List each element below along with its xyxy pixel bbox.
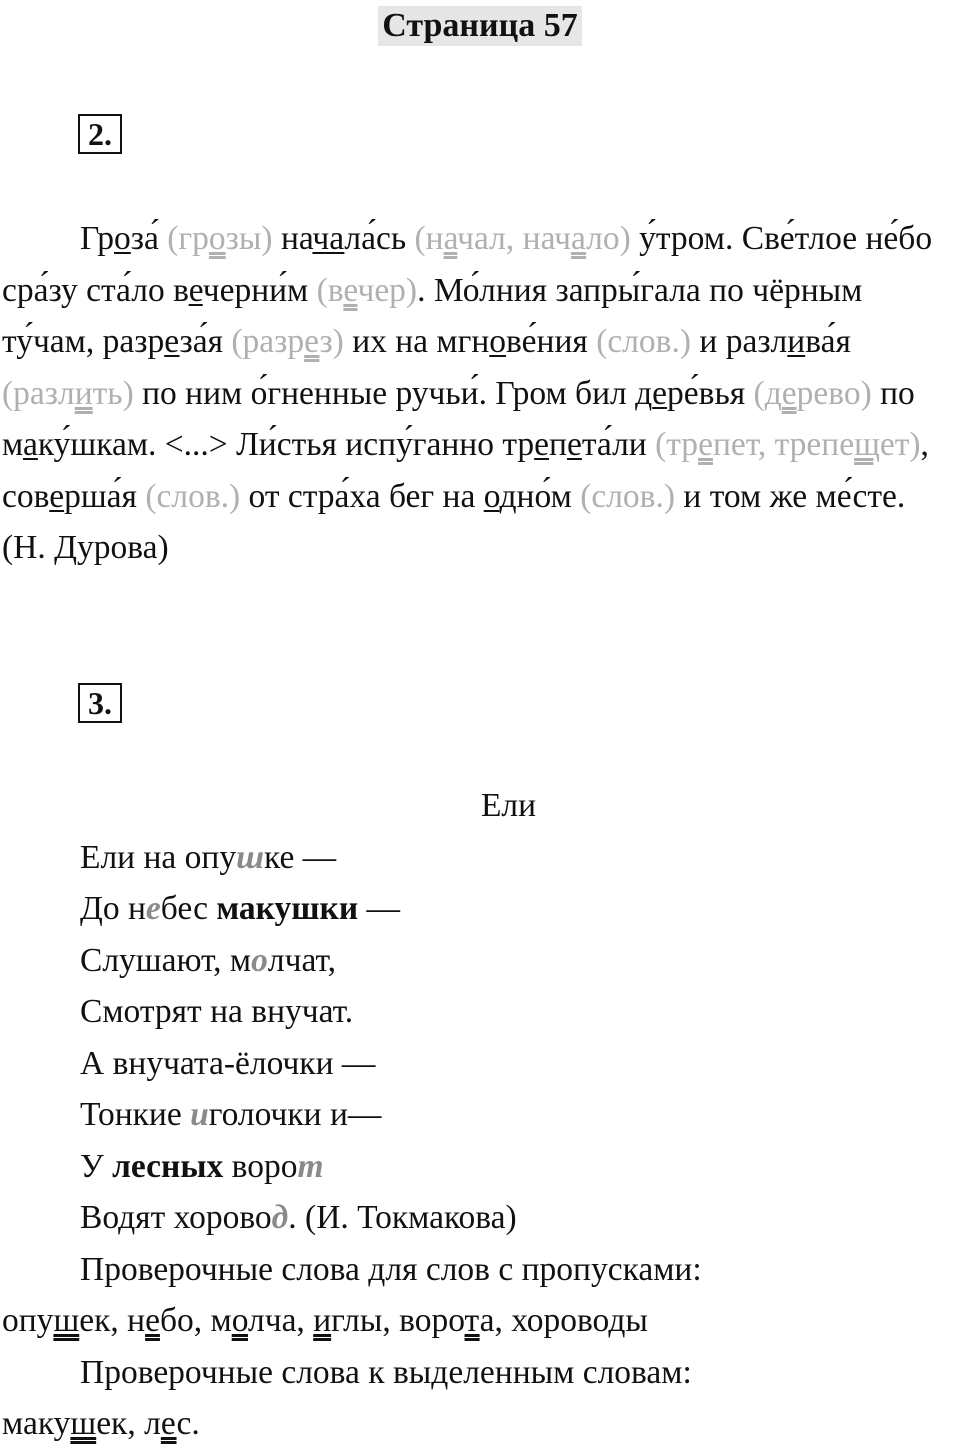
text-segment: т — [464, 1302, 480, 1339]
task-3-number: 3. — [78, 683, 122, 723]
text-segment: голочки и— — [208, 1096, 382, 1133]
text-segment: е — [781, 374, 797, 412]
text-segment: е — [534, 426, 550, 463]
text-segment: за́ — [130, 220, 168, 257]
text-segment: макушки — [216, 890, 359, 927]
text-segment: за́я — [179, 323, 232, 360]
text-segment: . Мо́лния запры́гала по чёрным ту́чам, разр — [2, 271, 863, 360]
poem-line — [2, 1038, 957, 1090]
text-segment: е — [49, 477, 65, 515]
text-segment: ть) — [92, 374, 134, 412]
text-segment: До н — [80, 890, 146, 927]
text-segment: ет) — [879, 426, 921, 463]
text-segment: (в — [316, 271, 344, 309]
text-segment: У — [80, 1147, 113, 1185]
text-segment: — — [358, 890, 401, 927]
text-segment: рша́я — [64, 477, 146, 515]
text-segment: и — [74, 374, 93, 412]
text-segment: А внучата-ёлочки — — [80, 1044, 376, 1082]
text-segment: та́ли — [581, 426, 656, 463]
text-segment: с. — [176, 1405, 200, 1442]
text-segment: и том же ме́сте. (Н. Дурова) — [2, 477, 906, 566]
text-segment: з) — [319, 323, 344, 360]
poem — [2, 832, 957, 1244]
text-segment: по ним о́гненные ручьи́. Гром бил д — [133, 374, 653, 412]
text-segment: е — [160, 1405, 177, 1442]
text-segment: а — [570, 220, 587, 257]
poem-line — [2, 832, 957, 884]
text-segment: е — [145, 1302, 160, 1339]
text-segment: черни́м — [202, 271, 317, 309]
text-segment: (слов.) — [580, 477, 676, 515]
text-segment: щ — [854, 426, 880, 463]
page-title-label: Страница 57 — [378, 6, 581, 46]
text-segment: ш — [70, 1405, 97, 1442]
text-segment: е — [145, 890, 161, 927]
text-segment: по м — [2, 374, 915, 463]
text-segment: ку́шкам. <...> Ли́стья испу́ганно тр — [37, 426, 535, 463]
text-segment: Тонкие — [80, 1096, 191, 1133]
text-segment: и — [787, 323, 806, 360]
text-segment: (гр — [167, 220, 209, 257]
check-words-1 — [2, 1295, 957, 1347]
text-segment: ке — — [264, 838, 337, 876]
task-2-paragraph — [2, 213, 957, 574]
text-segment: и — [313, 1302, 332, 1339]
text-segment: д — [608, 1302, 626, 1339]
text-segment: (разр — [231, 323, 305, 360]
check-words-heading-1: Проверочные слова для слов с пропусками: — [80, 1250, 702, 1288]
text-segment: бес — [160, 890, 217, 927]
text-segment: (слов.) — [596, 323, 692, 360]
text-segment: о — [114, 220, 131, 257]
text-segment: ш — [236, 838, 264, 876]
text-segment: Смотрят на внучат. — [80, 993, 354, 1030]
text-segment: их на мгн — [343, 323, 490, 360]
text-segment: а — [22, 426, 38, 463]
poem-line — [2, 1089, 957, 1141]
text-segment: е — [164, 323, 180, 360]
poem-line — [2, 986, 957, 1038]
text-segment: на — [272, 220, 313, 257]
text-segment: а, хорово — [479, 1302, 609, 1339]
text-segment: е — [304, 323, 320, 360]
text-segment: Водят хорово — [80, 1199, 272, 1236]
text-segment: у́тром. Све́тлое не́бо сра́зу ста́ло в — [2, 220, 933, 309]
task-2-text — [2, 213, 957, 574]
text-segment: ча — [312, 220, 345, 257]
text-segment: (д — [753, 374, 782, 412]
text-segment: от стра́ха бег на — [240, 477, 484, 515]
text-segment: о — [483, 477, 500, 515]
page-title — [0, 6, 960, 46]
text-segment: е — [343, 271, 358, 309]
text-segment: ва́я — [805, 323, 851, 360]
text-segment: лесных — [112, 1147, 224, 1185]
text-segment: п — [549, 426, 567, 463]
text-segment: о — [208, 220, 226, 257]
text-segment: зы) — [225, 220, 273, 257]
text-segment: д — [271, 1199, 289, 1236]
text-segment: глы, воро — [331, 1302, 465, 1339]
text-segment: воро — [223, 1147, 298, 1185]
text-segment: ы — [625, 1302, 648, 1339]
text-segment: дно́м — [499, 477, 581, 515]
text-segment: е — [188, 271, 203, 309]
text-segment: (разл — [2, 374, 75, 412]
text-segment: чал, нач — [457, 220, 571, 257]
text-segment: . (И. Токмакова) — [288, 1199, 517, 1236]
text-segment: е — [698, 426, 713, 463]
text-segment: ла́сь — [344, 220, 415, 257]
poem-line — [2, 1192, 957, 1244]
text-segment: ек, н — [79, 1302, 146, 1339]
text-segment: лчат, — [267, 941, 336, 979]
text-segment: (слов.) — [145, 477, 241, 515]
task-2-number: 2. — [78, 114, 122, 154]
text-segment: , сов — [2, 426, 929, 515]
poem-line — [2, 1141, 957, 1193]
check-words-2 — [2, 1398, 957, 1450]
check-words-heading-2: Проверочные слова к выделенным словам: — [80, 1353, 692, 1391]
text-segment: и разл — [691, 323, 788, 360]
text-segment: бо, м — [159, 1302, 232, 1339]
task-3-text — [2, 780, 957, 1450]
text-segment: чер) — [357, 271, 418, 309]
text-segment: ек, л — [96, 1405, 161, 1442]
text-segment: (н — [414, 220, 444, 257]
text-segment: о — [231, 1302, 248, 1339]
poem-line — [2, 883, 957, 935]
text-segment: ш — [53, 1302, 80, 1339]
text-segment: опу — [2, 1302, 54, 1339]
text-segment: ло) — [586, 220, 631, 257]
poem-title: Ели — [480, 787, 537, 824]
text-segment: е — [566, 426, 582, 463]
text-segment: о — [489, 323, 507, 360]
text-segment: Слушают, м — [80, 941, 252, 979]
text-segment: о — [251, 941, 268, 979]
text-segment: Ели на опу — [80, 838, 237, 876]
text-segment: лча, — [248, 1302, 314, 1339]
text-segment: маку — [2, 1405, 71, 1442]
text-segment: рево) — [796, 374, 872, 412]
text-segment: а — [443, 220, 458, 257]
text-segment: и — [190, 1096, 209, 1133]
text-segment: Гр — [80, 220, 115, 257]
text-segment: т — [297, 1147, 324, 1185]
poem-line — [2, 935, 957, 987]
text-segment: ре́вья — [667, 374, 754, 412]
text-segment: ве́ния — [506, 323, 597, 360]
text-segment: пет, трепе — [712, 426, 855, 463]
text-segment: (тр — [655, 426, 699, 463]
text-segment: е — [652, 374, 668, 412]
